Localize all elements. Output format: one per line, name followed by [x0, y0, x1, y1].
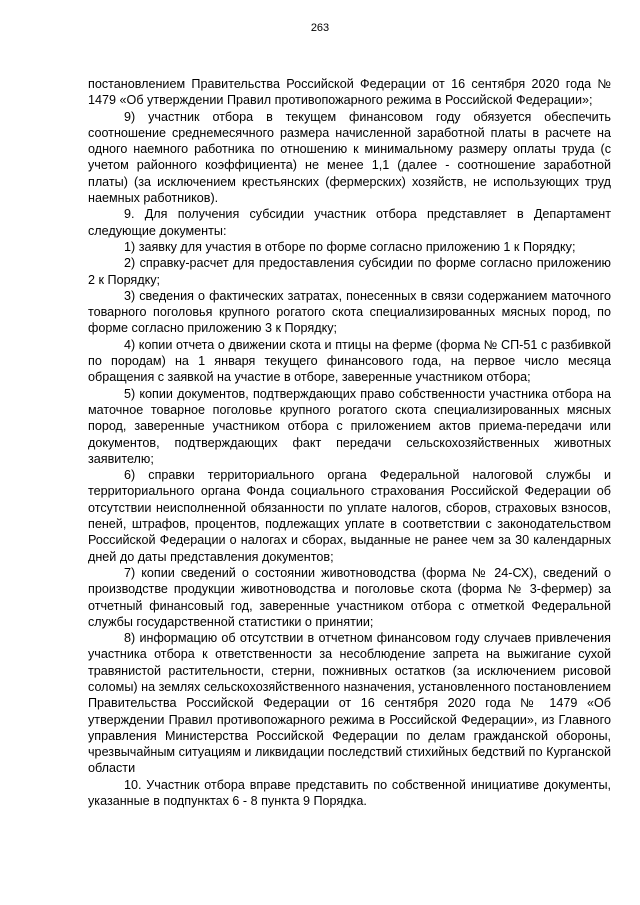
- list-item-5: 5) копии документов, подтверждающих право собственности участника отбора на маточное товарное поголовье крупного рогатого скота специализированных мясных пород, заверенные участником отбора с приложением актов приема-передачи или документов, подтверждающих факт передачи сельскохозяйственных животных заявителю;: [88, 386, 611, 466]
- list-item-3: 3) сведения о фактических затратах, понесенных в связи содержанием маточного товарного поголовья крупного рогатого скота специализированных мясных пород, по форме согласно приложению 3 к Порядку;: [88, 288, 611, 336]
- document-body: [88, 76, 611, 809]
- list-item-7: 7) копии сведений о состоянии животноводства (форма № 24-СХ), сведений о производстве продукции животноводства и поголовье скота (форма № 3-фермер) за отчетный финансовый год, заверенные участником отбора с отметкой Федеральной службы государственной статистики о принятии;: [88, 565, 611, 629]
- paragraph-clause-9: 9. Для получения субсидии участник отбора представляет в Департамент следующие документы:: [88, 207, 611, 238]
- paragraph-clause-10: 10. Участник отбора вправе представить по собственной инициативе документы, указанные в подпунктах 6 - 8 пункта 9 Порядка.: [88, 777, 611, 809]
- list-item-8: 8) информацию об отсутствии в отчетном финансовом году случаев привлечения участника отбора к ответственности за несоблюдение запрета на выжигание сухой травянистой растительности, стерни, пожнивных остатков (за исключением рисовой соломы) на землях сельскохозяйственного назначения, установленного постановлением Правительства Российской Федерации от 16 сентября 2020 года № 1479 «Об утверждении Правил противопожарного режима в Российской Федерации», из Главного управления Министерства Российской Федерации по делам гражданской обороны, чрезвычайным ситуациям и ликвидации последствий стихийных бедствий по Курганской области: [88, 631, 611, 776]
- list-item-4: 4) копии отчета о движении скота и птицы на ферме (форма № СП-51 с разбивкой по породам) на 1 января текущего финансового года, на первое число месяца обращения с заявкой на участие в отборе, заверенные участником отбора;: [88, 337, 611, 385]
- list-item-1: 1) заявку для участия в отборе по форме согласно приложению 1 к Порядку;: [124, 239, 576, 254]
- list-item-2: 2) справку-расчет для предоставления субсидии по форме согласно приложению 2 к Порядку;: [88, 256, 611, 287]
- page-number: 263: [310, 22, 330, 34]
- paragraph-continuation: постановлением Правительства Российской Федерации от 16 сентября 2020 года № 1479 «Об утверждении Правил противопожарного режима в Российской Федерации»;: [88, 77, 611, 108]
- paragraph-item-9: 9) участник отбора в текущем финансовом году обязуется обеспечить соотношение среднемесячного размера начисленной заработной платы в расчете на одного наемного работника по отношению к минимальному размеру оплаты труда (с учетом районного коэффициента) не менее 1,1 (далее - соотношение заработной платы) (за исключением крестьянских (фермерских) хозяйств, не использующих труд наемных работников).: [88, 109, 611, 206]
- list-item-6: 6) справки территориального органа Федеральной налоговой службы и территориального органа Фонда социального страхования Российской Федерации об отсутствии неисполненной обязанности по уплате налогов, сборов, страховых взносов, пеней, штрафов, процентов, подлежащих уплате в соответствии с законодательством Российской Федерации о налогах и сборах, выданные не ранее чем за 30 календарных дней до даты представления документов;: [88, 468, 611, 564]
